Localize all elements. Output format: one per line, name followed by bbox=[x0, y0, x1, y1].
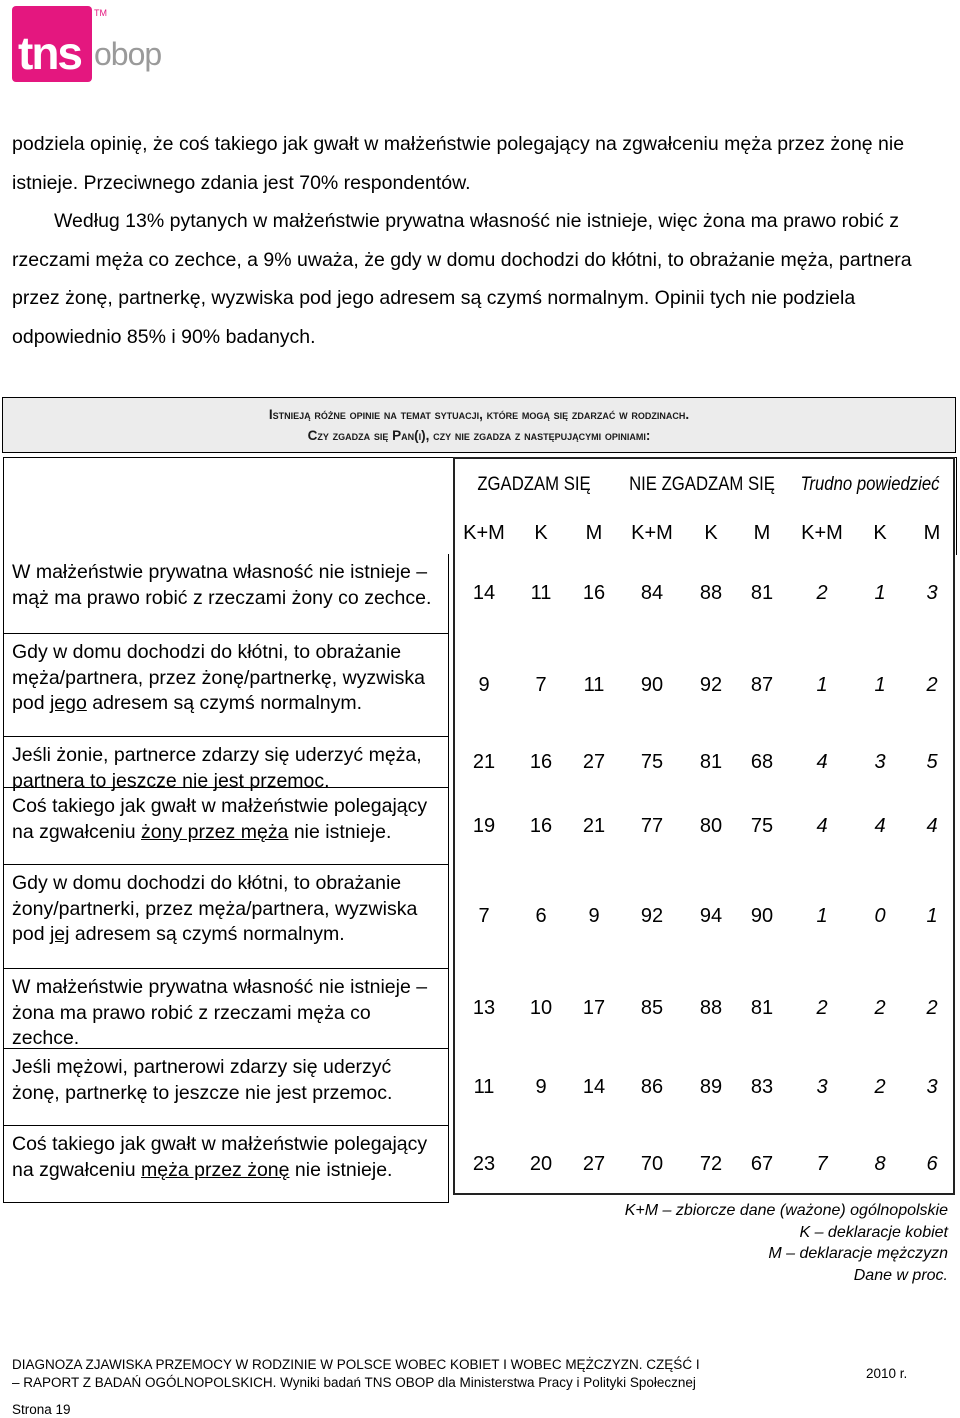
value-cell: 92 bbox=[699, 673, 723, 696]
value-cell: 1 bbox=[874, 673, 886, 696]
legend-m: M – deklaracje mężczyzn bbox=[768, 1245, 948, 1262]
subheader-cell: M bbox=[585, 522, 603, 544]
paragraph-2: Według 13% pytanych w małżeństwie prywatna własność nie istnieje, więc żona ma prawo robić z rzeczami męża co zechce, a 9% uważa, że gdy w domu dochodzi do kłótni, to obrażanie męża, partnera przez żonę, partnerkę, wyzwiska pod jego adresem są czymś normalnym. Opinii tych nie podziela odpowiednio 85% i 90% badanych. bbox=[12, 210, 912, 348]
statement-emphasis: męża przez żonę bbox=[141, 1158, 290, 1181]
value-cell: 9 bbox=[535, 1075, 547, 1098]
row-statement bbox=[3, 640, 443, 717]
value-cell: 85 bbox=[640, 997, 664, 1019]
value-cell: 81 bbox=[750, 582, 774, 604]
value-cell: 4 bbox=[926, 814, 938, 837]
value-cell: 88 bbox=[699, 997, 723, 1019]
subheader-cell: M bbox=[923, 522, 941, 544]
statement-emphasis: jego bbox=[49, 692, 87, 714]
value-cell: 2 bbox=[816, 582, 828, 604]
value-cell: 13 bbox=[472, 997, 496, 1019]
value-cell: 0 bbox=[874, 905, 886, 927]
value-cell: 86 bbox=[640, 1075, 664, 1098]
tns-obop-logo bbox=[12, 6, 182, 86]
footer-year: 2010 r. bbox=[866, 1366, 908, 1381]
legend bbox=[625, 1200, 948, 1286]
logo-brand: tns bbox=[18, 27, 81, 79]
value-cell: 21 bbox=[582, 814, 606, 837]
statement-text-end: nie istnieje. bbox=[288, 820, 392, 843]
page-number: Strona 19 bbox=[12, 1402, 71, 1417]
statement-text: Jeśli żonie, partnerce zdarzy się uderzyć męża, partnera to jeszcze nie jest przemoc. bbox=[12, 744, 422, 792]
paragraph-1: podziela opinię, że coś takiego jak gwałt w małżeństwie polegający na zgwałceniu męża przez żonę nie istnieje. Przeciwnego zdania jest 70% respondentów. bbox=[12, 133, 905, 194]
row-statement bbox=[3, 743, 443, 794]
row-statement bbox=[3, 794, 443, 845]
statement-text: Jeśli mężowi, partnerowi zdarzy się uderzyć żonę, partnerkę to jeszcze nie jest przemoc. bbox=[12, 1056, 393, 1104]
value-cell: 16 bbox=[529, 814, 553, 837]
subheader-cell: K+M bbox=[463, 522, 505, 544]
value-cell: 19 bbox=[472, 814, 496, 837]
value-cell: 7 bbox=[535, 673, 547, 696]
value-cell: 80 bbox=[699, 814, 723, 837]
value-cell: 27 bbox=[582, 1152, 606, 1175]
logo-suffix: obop bbox=[94, 36, 162, 72]
value-cell: 67 bbox=[750, 1152, 774, 1175]
table-title-line-2: Czy zgadza się Pan(i), czy nie zgadza z następującymi opiniami: bbox=[307, 428, 651, 443]
value-cell: 84 bbox=[640, 582, 664, 604]
value-cell: 1 bbox=[926, 905, 938, 927]
statement-text: Gdy w domu dochodzi do kłótni, to obrażanie żony/partnerki, przez męża/partnera, wyzwiska pod bbox=[12, 872, 418, 945]
logo-tm: TM bbox=[94, 8, 107, 18]
value-cell: 4 bbox=[874, 814, 886, 837]
value-cell: 6 bbox=[535, 905, 547, 927]
statement-text: W małżeństwie prywatna własność nie istnieje – mąż ma prawo robić z rzeczami żony co zechce. bbox=[12, 561, 432, 609]
value-cell: 7 bbox=[816, 1152, 828, 1175]
subheader-cell: M bbox=[753, 522, 771, 544]
value-cell: 75 bbox=[750, 814, 774, 837]
value-cell: 2 bbox=[926, 997, 938, 1019]
values-frame bbox=[453, 457, 955, 1195]
value-cell: 90 bbox=[750, 905, 774, 927]
group-header-agree: ZGADZAM SIĘ bbox=[477, 474, 591, 495]
value-cell: 2 bbox=[926, 673, 938, 696]
value-cell: 2 bbox=[874, 997, 886, 1019]
value-cell: 3 bbox=[926, 1075, 938, 1098]
value-cell: 9 bbox=[478, 673, 490, 696]
value-cell: 14 bbox=[472, 582, 496, 604]
value-cell: 14 bbox=[582, 1075, 606, 1098]
value-cell: 90 bbox=[640, 673, 664, 696]
value-cell: 6 bbox=[926, 1152, 938, 1175]
value-cell: 87 bbox=[750, 673, 774, 696]
value-cell: 2 bbox=[816, 997, 828, 1019]
value-cell: 94 bbox=[699, 905, 723, 927]
value-cell: 3 bbox=[816, 1075, 828, 1098]
value-cell: 88 bbox=[699, 582, 723, 604]
row-statement bbox=[3, 1132, 443, 1183]
value-cell: 72 bbox=[699, 1152, 723, 1175]
value-cell: 11 bbox=[530, 582, 552, 604]
value-cell: 16 bbox=[529, 750, 553, 773]
value-cell: 4 bbox=[816, 814, 828, 837]
value-cell: 92 bbox=[640, 905, 664, 927]
value-cell: 77 bbox=[640, 814, 664, 837]
value-cell: 68 bbox=[750, 750, 774, 773]
subheader-cell: K bbox=[534, 522, 548, 544]
statement-text-end: adresem są czymś normalnym. bbox=[69, 923, 345, 945]
group-header-disagree: NIE ZGADZAM SIĘ bbox=[629, 474, 775, 495]
subheader-cell: K bbox=[873, 522, 887, 544]
value-cell: 11 bbox=[473, 1075, 495, 1098]
value-cell: 11 bbox=[583, 673, 605, 696]
statement-text: Gdy w domu dochodzi do kłótni, to obrażanie męża/partnera, przez żonę/partnerkę, wyzwiska pod bbox=[12, 641, 425, 714]
statement-text-end: nie istnieje. bbox=[289, 1158, 393, 1181]
value-cell: 27 bbox=[582, 750, 606, 773]
value-cell: 4 bbox=[816, 750, 828, 773]
subheader-cell: K+M bbox=[801, 522, 843, 544]
subheader-cell: K+M bbox=[631, 522, 673, 544]
value-cell: 83 bbox=[750, 1075, 774, 1098]
value-cell: 10 bbox=[529, 997, 553, 1019]
value-cell: 16 bbox=[582, 582, 606, 604]
statement-emphasis: żony przez męża bbox=[141, 820, 289, 843]
value-cell: 75 bbox=[640, 750, 664, 773]
value-cell: 21 bbox=[472, 750, 496, 773]
legend-unit: Dane w proc. bbox=[853, 1266, 948, 1284]
row-statement bbox=[3, 1055, 443, 1106]
row-statement bbox=[3, 975, 443, 1052]
statement-text: Coś takiego jak gwałt w małżeństwie polegający na zgwałceniu bbox=[12, 1133, 428, 1181]
value-cell: 1 bbox=[816, 673, 828, 696]
value-cell: 9 bbox=[588, 905, 600, 927]
value-cell: 1 bbox=[816, 905, 828, 927]
value-cell: 20 bbox=[529, 1152, 553, 1175]
value-cell: 5 bbox=[926, 750, 938, 773]
value-cell: 1 bbox=[874, 582, 886, 604]
footer bbox=[12, 1356, 700, 1392]
value-cell: 3 bbox=[926, 582, 938, 604]
value-cell: 17 bbox=[582, 997, 606, 1019]
legend-k: K – deklaracje kobiet bbox=[799, 1223, 948, 1241]
statement-text-end: adresem są czymś normalnym. bbox=[86, 692, 363, 714]
table-title bbox=[2, 397, 956, 453]
row-statement bbox=[3, 560, 443, 611]
value-cell: 8 bbox=[874, 1152, 886, 1175]
statement-text: Coś takiego jak gwałt w małżeństwie polegający na zgwałceniu bbox=[12, 795, 428, 843]
value-cell: 2 bbox=[874, 1075, 886, 1098]
value-cell: 3 bbox=[874, 750, 886, 773]
legend-km: K+M – zbiorcze dane (ważone) ogólnopolskie bbox=[624, 1202, 948, 1219]
value-cell: 89 bbox=[699, 1075, 723, 1098]
table-title-line-1: Istnieją różne opinie na temat sytuacji, które mogą się zdarzać w rodzinach. bbox=[268, 407, 690, 422]
value-cell: 23 bbox=[472, 1152, 496, 1175]
group-header-hard-to-say: Trudno powiedzieć bbox=[800, 474, 940, 495]
value-cell: 7 bbox=[478, 905, 490, 927]
statement-emphasis: jej bbox=[49, 923, 70, 945]
statement-text: W małżeństwie prywatna własność nie istnieje – żona ma prawo robić z rzeczami męża co zechce. bbox=[12, 976, 428, 1049]
value-cell: 81 bbox=[750, 997, 774, 1019]
row-statement bbox=[3, 871, 443, 948]
footer-line-1: DIAGNOZA ZJAWISKA PRZEMOCY W RODZINIE W POLSCE WOBEC KOBIET I WOBEC MĘŻCZYZN. CZĘŚĆ I bbox=[12, 1357, 700, 1372]
value-cell: 70 bbox=[640, 1152, 664, 1175]
subheader-cell: K bbox=[704, 522, 718, 544]
footer-line-2: – RAPORT Z BADAŃ OGÓLNOPOLSKICH. Wyniki badań TNS OBOP dla Ministerstwa Pracy i Polityki Społecznej bbox=[12, 1375, 696, 1390]
value-cell: 81 bbox=[699, 750, 723, 773]
